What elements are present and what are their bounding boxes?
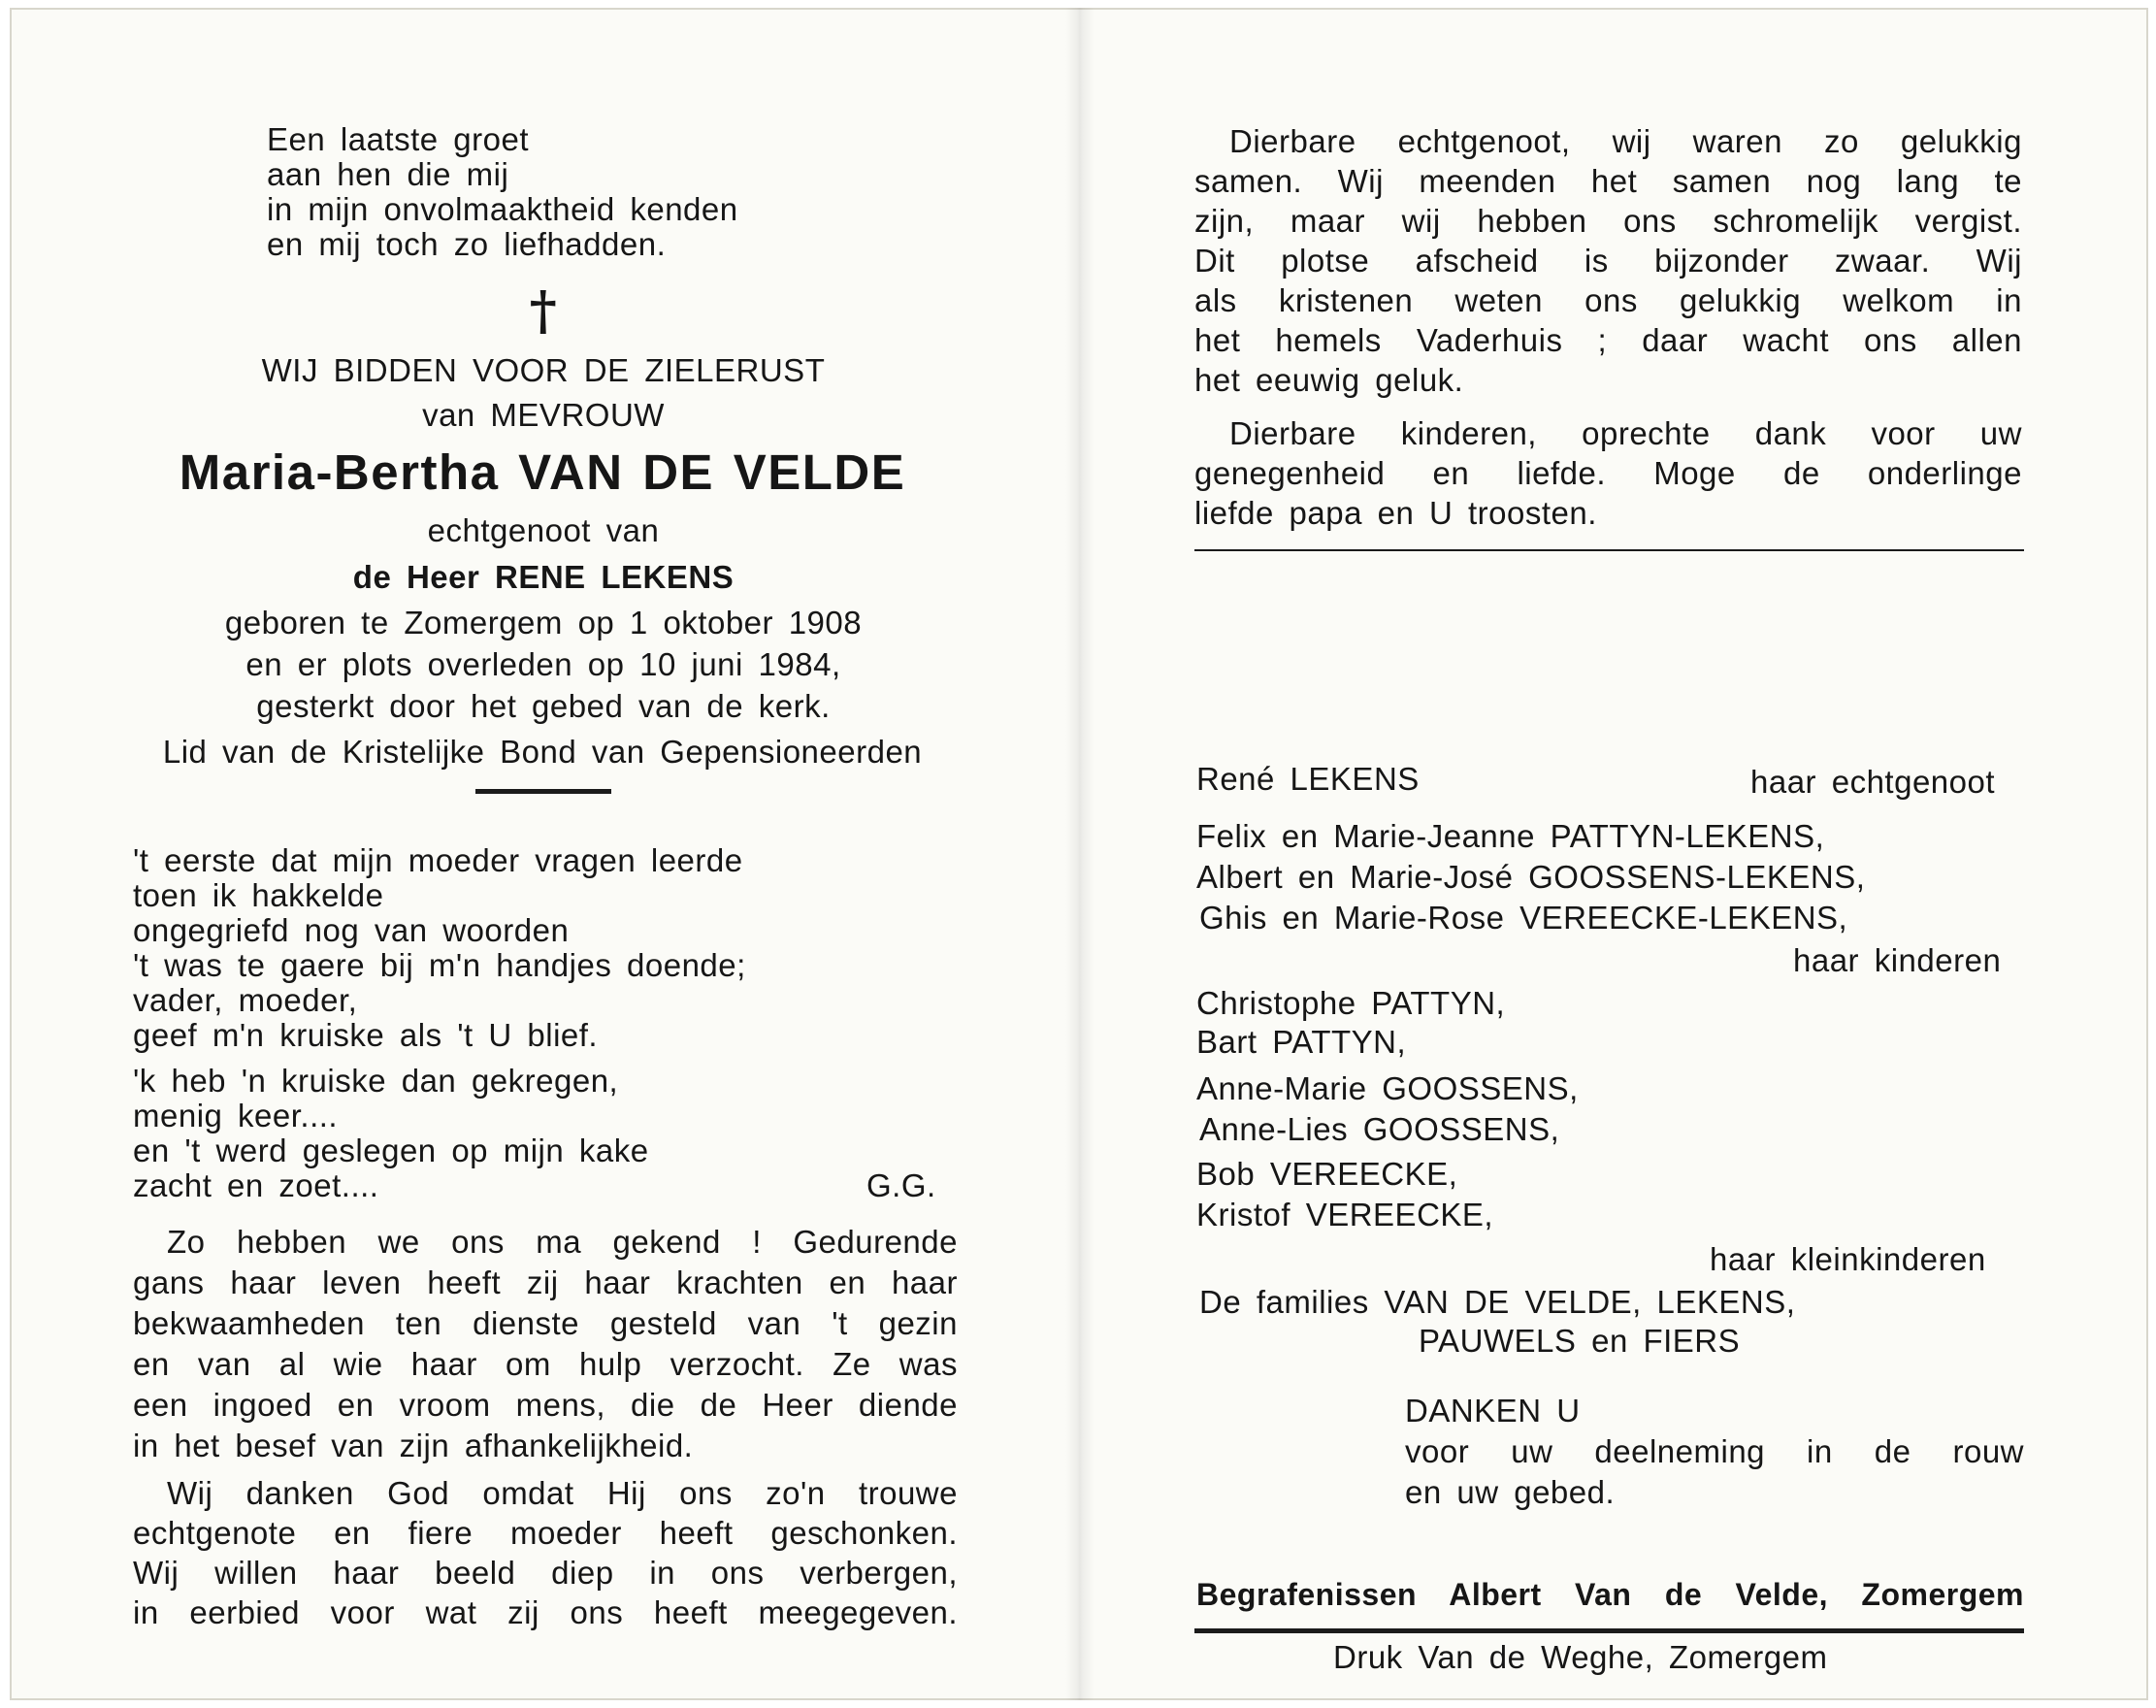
birth-line: geboren te Zomergem op 1 oktober 1908 — [224, 605, 863, 640]
spouse-name: de Heer RENE LEKENS — [352, 559, 735, 595]
separator-rule — [1194, 549, 2024, 551]
gratitude-paragraph-line: echtgenote en fiere moeder heeft geschonken. — [133, 1515, 958, 1551]
grandchildren-role: haar kleinkinderen — [1710, 1241, 1986, 1277]
children-role: haar kinderen — [1793, 942, 2002, 978]
thanks-line: en uw gebed. — [1405, 1474, 1616, 1510]
husband-message-line: Dit plotse afscheid is bijzonder zwaar. Wij — [1194, 243, 2022, 279]
grandchild-line: Kristof VEREECKE, — [1196, 1197, 1494, 1232]
husband-message-line: zijn, maar wij hebben ons schromelijk vergist. — [1194, 203, 2022, 239]
printer-credit: Druk Van de Weghe, Zomergem — [1333, 1639, 1828, 1675]
title-prefix: van MEVROUW — [422, 397, 665, 433]
child-line: Felix en Marie-Jeanne PATTYN-LEKENS, — [1196, 818, 1825, 854]
verse-line: 'k heb 'n kruiske dan gekregen, — [133, 1063, 619, 1099]
tribute-paragraph-line: bekwaamheden ten dienste gesteld van 't gezin — [133, 1305, 958, 1341]
verse-line: ongegriefd nog van woorden — [133, 912, 570, 948]
husband-name: René LEKENS — [1196, 761, 1420, 797]
opening-poem-line: aan hen die mij — [267, 156, 509, 192]
membership-line: Lid van de Kristelijke Bond van Gepensioneerden — [162, 734, 923, 770]
funeral-director: Begrafenissen Albert Van de Velde, Zomergem — [1196, 1577, 2024, 1612]
verse-line: toen ik hakkelde — [133, 877, 384, 913]
families-line: PAUWELS en FIERS — [1419, 1323, 1741, 1359]
child-line: Ghis en Marie-Rose VEREECKE-LEKENS, — [1199, 900, 1848, 936]
verse-author: G.G. — [866, 1167, 936, 1203]
grandchild-line: Anne-Marie GOOSSENS, — [1196, 1070, 1579, 1106]
grandchild-line: Bob VEREECKE, — [1196, 1156, 1458, 1192]
gratitude-paragraph-line: Wij willen haar beeld diep in ons verbergen, — [133, 1555, 958, 1591]
husband-message-line: samen. Wij meenden het samen nog lang te — [1194, 163, 2022, 199]
cross-icon: † — [529, 279, 558, 342]
children-message-line: Dierbare kinderen, oprechte dank voor uw — [1229, 415, 2022, 451]
prayer-heading: WIJ BIDDEN VOOR DE ZIELERUST — [261, 352, 826, 388]
children-message-line: liefde papa en U troosten. — [1194, 495, 1597, 531]
separator-rule — [475, 789, 611, 794]
tribute-paragraph-line: in het besef van zijn afhankelijkheid. — [133, 1428, 694, 1463]
opening-poem-line: in mijn onvolmaaktheid kenden — [267, 191, 738, 227]
verse-line: 't was te gaere bij m'n handjes doende; — [133, 947, 746, 983]
husband-message-line: Dierbare echtgenoot, wij waren zo gelukkig — [1229, 123, 2022, 159]
husband-message-line: als kristenen weten ons gelukkig welkom in — [1194, 282, 2022, 318]
gratitude-paragraph-line: in eerbied voor wat zij ons heeft meegegeven. — [133, 1594, 958, 1630]
thanks-heading: DANKEN U — [1405, 1393, 1581, 1429]
spouse-label: echtgenoot van — [427, 512, 660, 548]
gratitude-paragraph-line: Wij danken God omdat Hij ons zo'n trouwe — [167, 1475, 958, 1511]
verse-line: menig keer.... — [133, 1098, 339, 1133]
children-message-line: genegenheid en liefde. Moge de onderlinge — [1194, 455, 2022, 491]
tribute-paragraph-line: gans haar leven heeft zij haar krachten en haar — [133, 1265, 958, 1300]
husband-message-line: het hemels Vaderhuis ; daar wacht ons allen — [1194, 322, 2022, 358]
separator-rule — [1194, 1628, 2024, 1633]
grandchild-line: Bart PATTYN, — [1196, 1024, 1407, 1060]
husband-role: haar echtgenoot — [1750, 764, 1996, 800]
opening-poem-line: Een laatste groet — [267, 121, 529, 157]
tribute-paragraph-line: Zo hebben we ons ma gekend ! Gedurende — [167, 1224, 958, 1260]
grandchild-line: Anne-Lies GOOSSENS, — [1199, 1111, 1560, 1147]
verse-line: en 't werd geslegen op mijn kake — [133, 1133, 649, 1168]
tribute-paragraph-line: een ingoed en vroom mens, die de Heer diende — [133, 1387, 958, 1423]
husband-message-line: het eeuwig geluk. — [1194, 362, 1464, 398]
strengthened-line: gesterkt door het gebed van de kerk. — [256, 688, 831, 724]
verse-line: vader, moeder, — [133, 982, 358, 1018]
families-line: De families VAN DE VELDE, LEKENS, — [1199, 1284, 1796, 1320]
deceased-name: Maria-Bertha VAN DE VELDE — [179, 444, 906, 500]
death-line: en er plots overleden op 10 juni 1984, — [245, 646, 841, 682]
card-fold — [1065, 8, 1094, 1700]
opening-poem-line: en mij toch zo liefhadden. — [267, 226, 667, 262]
verse-line: zacht en zoet.... — [133, 1167, 379, 1203]
thanks-line: voor uw deelneming in de rouw — [1405, 1433, 2024, 1469]
tribute-paragraph-line: en van al wie haar om hulp verzocht. Ze was — [133, 1346, 958, 1382]
verse-line: 't eerste dat mijn moeder vragen leerde — [133, 842, 743, 878]
grandchild-line: Christophe PATTYN, — [1196, 985, 1506, 1021]
verse-line: geef m'n kruiske als 't U blief. — [133, 1017, 599, 1053]
child-line: Albert en Marie-José GOOSSENS-LEKENS, — [1196, 859, 1866, 895]
